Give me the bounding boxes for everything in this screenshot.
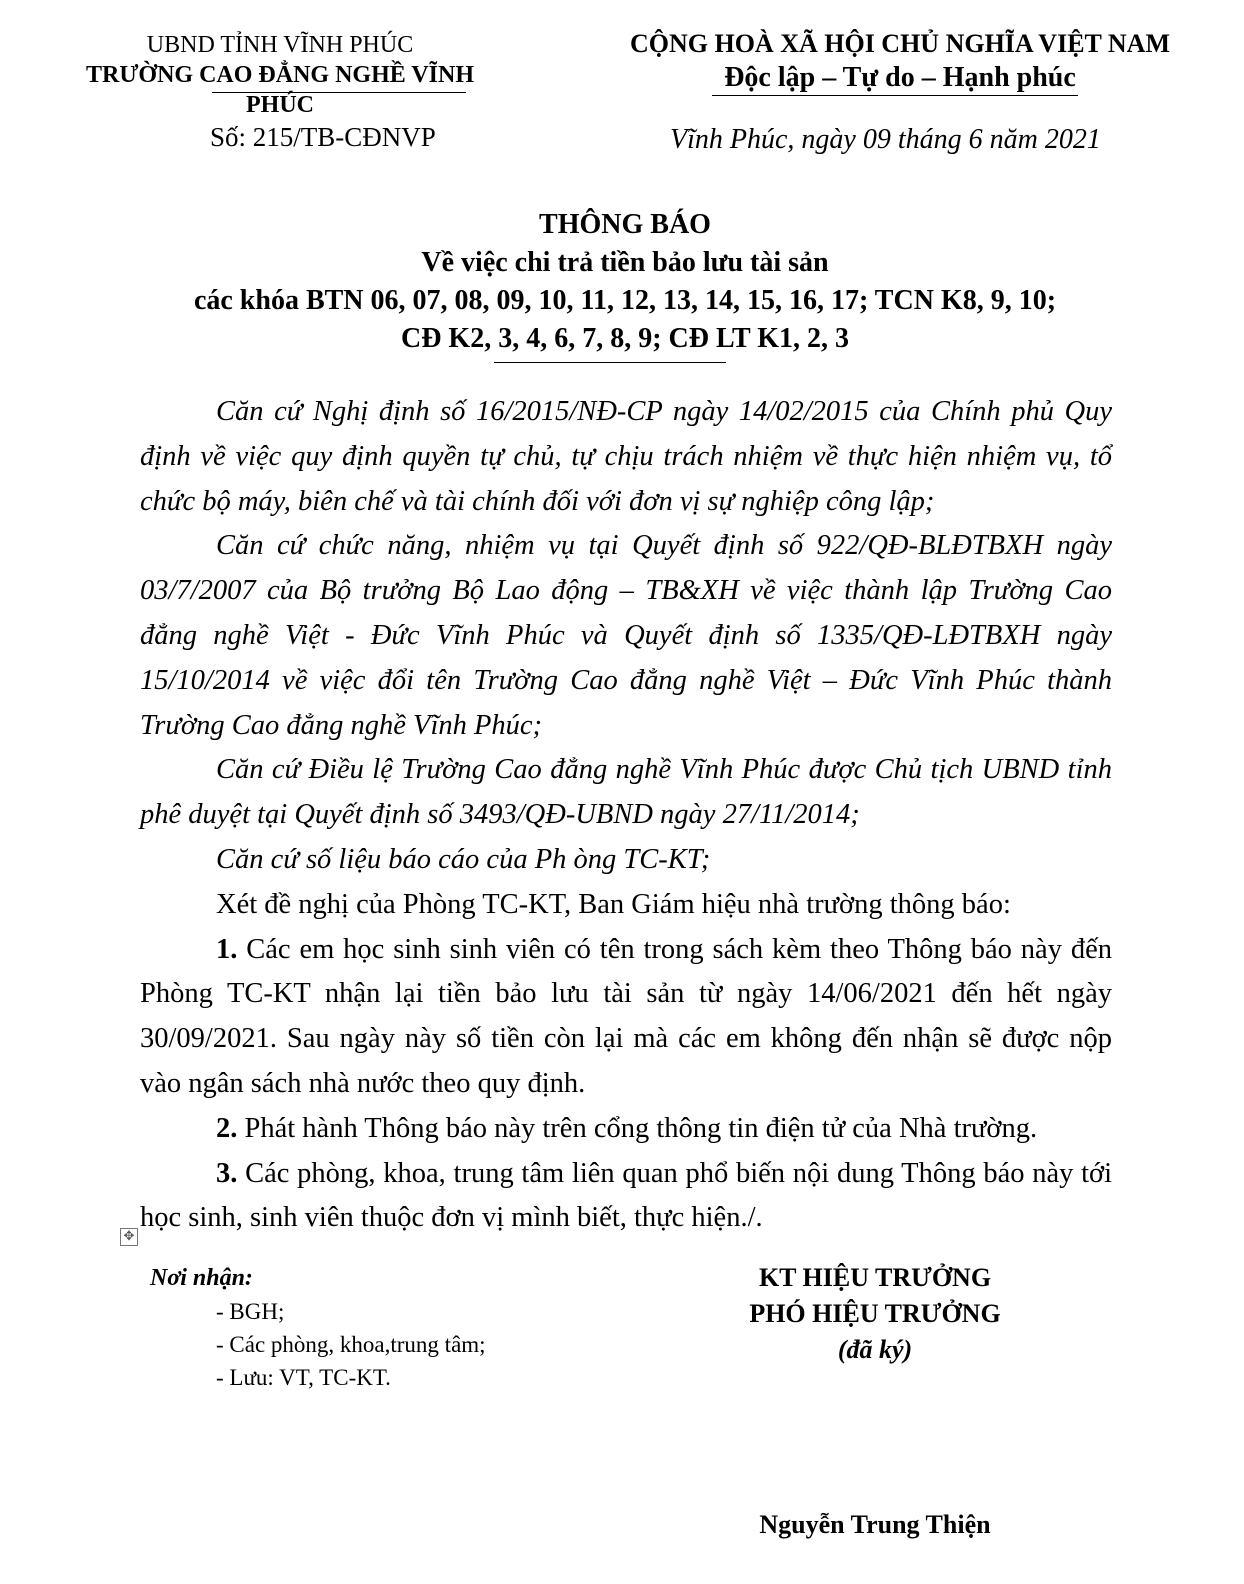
item-3 [140,1152,1112,1242]
document-number: Số: 215/TB-CĐNVP [210,122,436,152]
nation-motto: Độc lập – Tự do – Hạnh phúc [724,62,1076,93]
nation-name: CỘNG HOÀ XÃ HỘI CHỦ NGHĨA VIỆT NAM [629,29,1171,58]
signature-block [710,1260,1040,1368]
item-3-number: 3. [216,1157,238,1189]
issuing-organization [60,30,500,120]
legal-basis-1: Căn cứ Nghị định số 16/2015/NĐ-CP ngày 14/02/2015 của Chính phủ Quy định về việc quy định quyền tự chủ, tự chịu trách nhiệm về thực hiện nhiệm vụ, tổ chức bộ máy, biên chế và tài chính đối với đơn vị sự nghiệp công lập; [140,396,1112,517]
item-3-text: Các phòng, khoa, trung tâm liên quan phổ biến nội dung Thông báo này tới học sinh, sinh viên thuộc đơn vị mình biết, thực hiện./. [140,1157,1112,1234]
item-1 [140,928,1112,1107]
signer-title: PHÓ HIỆU TRƯỞNG [749,1299,1001,1328]
item-1-number: 1. [216,933,238,965]
org-school: TRƯỜNG CAO ĐẲNG NGHỀ VĨNH PHÚC [85,62,475,118]
title-underline [494,362,726,363]
item-1-text: Các em học sinh sinh viên có tên trong sách kèm theo Thông báo này đến Phòng TC-KT nhận lại tiền bảo lưu tài sản từ ngày 14/06/2021 đến hết ngày 30/09/2021. Sau ngày này số tiền còn lại mà các em không đến nhận sẽ được nộp vào ngân sách nhà nước theo quy định. [140,933,1112,1099]
signer-name: Nguyễn Trung Thiện [759,1510,991,1539]
signed-note: (đã ký) [837,1335,913,1364]
move-handle-icon[interactable]: ✥ [120,1228,138,1246]
recipient-item: - Các phòng, khoa,trung tâm; [216,1332,486,1357]
title-main: THÔNG BÁO [539,209,711,240]
recipient-item: - BGH; [216,1299,285,1324]
intro-paragraph: Xét đề nghị của Phòng TC-KT, Ban Giám hiệu nhà trường thông báo: [216,888,1011,920]
motto-underline [712,95,1078,96]
legal-basis-3: Căn cứ Điều lệ Trường Cao đẳng nghề Vĩnh Phúc được Chủ tịch UBND tỉnh phê duyệt tại Quyết định số 3493/QĐ-UBND ngày 27/11/2014; [140,754,1112,831]
national-header [620,28,1180,96]
org-underline [212,92,466,93]
recipients [150,1262,486,1394]
item-2-number: 2. [216,1112,238,1144]
place-date: Vĩnh Phúc, ngày 09 tháng 6 năm 2021 [670,124,1101,155]
document-body [140,390,1112,1241]
title-subject: Về việc chi trả tiền bảo lưu tài sản [421,247,829,278]
recipient-item: - Lưu: VT, TC-KT. [216,1365,391,1390]
document-title [60,206,1190,358]
legal-basis-2: Căn cứ chức năng, nhiệm vụ tại Quyết định số 922/QĐ-BLĐTBXH ngày 03/7/2007 của Bộ trưởng Bộ Lao động – TB&XH về việc thành lập Trường Cao đẳng nghề Việt - Đức Vĩnh Phúc và Quyết định số 1335/QĐ-LĐTBXH ngày 15/10/2014 về việc đổi tên Trường Cao đẳng nghề Việt – Đức Vĩnh Phúc thành Trường Cao đẳng nghề Vĩnh Phúc; [140,530,1112,741]
legal-basis-4: Căn cứ số liệu báo cáo của Ph òng TC-KT; [216,843,711,875]
title-courses-2: CĐ K2, 3, 4, 6, 7, 8, 9; CĐ LT K1, 2, 3 [400,323,850,354]
org-province: UBND TỈNH VĨNH PHÚC [146,32,414,58]
title-courses-1: các khóa BTN 06, 07, 08, 09, 10, 11, 12, 13, 14, 15, 16, 17; TCN K8, 9, 10; [193,285,1057,316]
item-2 [140,1107,1112,1152]
signer-authority: KT HIỆU TRƯỞNG [758,1263,992,1292]
item-2-text: Phát hành Thông báo này trên cổng thông tin điện tử của Nhà trường. [237,1112,1038,1144]
recipients-heading: Nơi nhận: [150,1265,253,1291]
